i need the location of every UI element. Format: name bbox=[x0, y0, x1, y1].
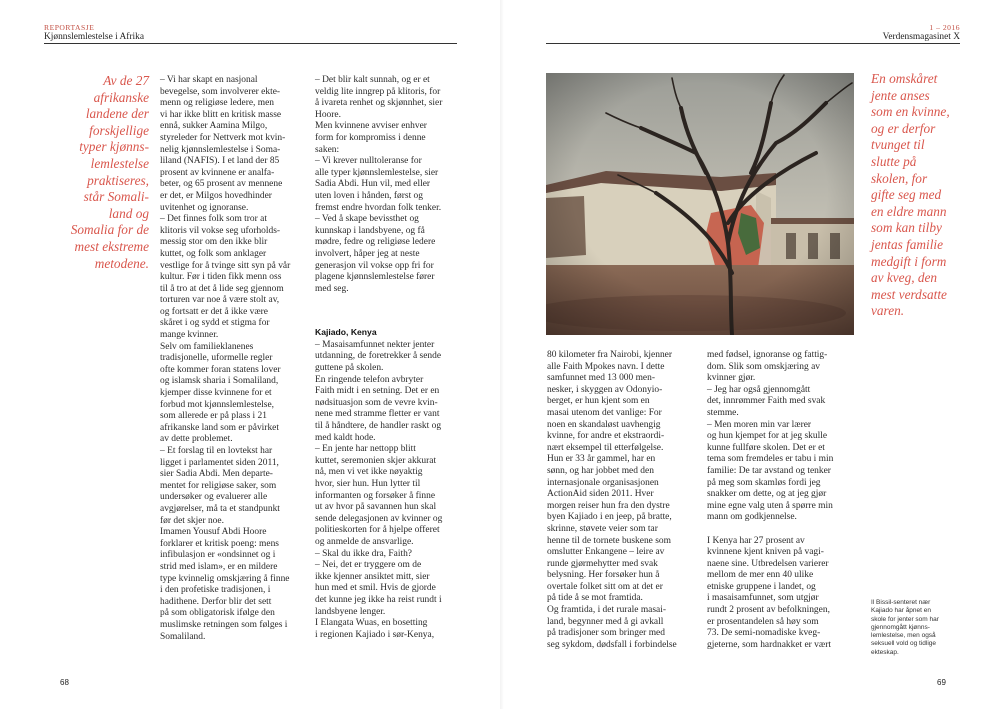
header-rule-right bbox=[546, 43, 960, 44]
page-number-right: 69 bbox=[937, 678, 946, 687]
body-text: 80 kilometer fra Nairobi, kjenner alle Faith Mpokes navn. I dette samfunnet med 13 000 men- nesker, i skyggen av Odonyio- berget, er hun kjent som en masai utenom det vanlige: For noen en skandaløst uavhengig kvinne, for andre et ekstraordi- nært eksempel til etterfølgelse. Hun er 33 år gammel, har en sønn, og har jobbet med den internasjonale organisasjonen ActionAid siden 2011. Hver morgen reiser hun fra den dystre byen Kajiado i en jeep, på bratte, skrinne, støvete veier som tar henne til de tornete buskene som omslutter Enkangene – leire av runde gjørmehytter med svak belysning. Her forsøker hun å overtale folket sitt om at det er på tide å se mot framtida. Og framtida, i det rurale masai- land, begynner med å gi avkall på tradisjoner som bringer med seg sykdom, dødsfall i forbindelse bbox=[547, 350, 677, 650]
body-text: – Vi har skapt en nasjonal bevegelse, som involverer ekte- menn og religiøse ledere, men vi har ikke blitt en kritisk masse ennå, sukker Aamina Milgo, styreleder for Nettverk mot kvin- nelig kjønnslemlestelse i Soma- liland (NAFIS). I et land der 85 prosent av kvinnene er analfa- beter, og 65 prosent av mennene er det, er Milgos hovedhinder uvitenhet og ignoranse. – Det finnes folk som tror at klitoris vil vokse seg uforholds- messig stor om den ikke blir kuttet, og folk som anklager vestlige for å tvinge sitt syn på vår kultur. Før i tiden fikk menn oss til å tro at det å lide seg gjennom torturen var noe å være stolt av, og fortsatt er det å ikke være skåret i og sydd et stigma for mange kvinner. Selv om familieklanenes tradisjonelle, uformelle regler ofte kommer foran statens lover og islamsk sharia i Somaliland, kjemper disse kvinnene for et forbud mot kjønnslemlestelse, som allerede er på plass i 21 afrikanske land som er påvirket av dette problemet. – Et forslag til en lovtekst har ligget i parlamentet siden 2011, sier Sadia Abdi. Men departe- mentet for religiøse saker, som undersøker og evaluerer alle avgjørelser, må ta et standpunkt før det skjer noe. Imamen Yousuf Abdi Hoore forklarer et kritisk poeng: mens infibulasjon er «ondsinnet og i strid med islam», er en mildere type kvinnelig omskjæring å finne i den profetiske tradisjonen, i hadithene. Derfor blir det sett på som obligatorisk ifølge den muslimske retningen som følges i Somaliland. bbox=[160, 75, 291, 642]
body-text: – Det blir kalt sunnah, og er et veldig lite inngrep på klitoris, for å ivareta renhet og skjønnhet, sier Hoore. Men kvinnene avviser enhver form for kompromiss i denne saken: – Vi krever nulltoleranse for alle typer kjønnslemlestelse, sier Sadia Abdi. Hun vil, med eller uten loven i hånden, først og fremst endre hvordan folk tenker. – Ved å skape bevissthet og kunnskap i landsbyene, og få mødre, fedre og religiøse ledere involvert, håper jeg at neste generasjon vil vokse opp fri for plagene kjønnslemlestelse fører med seg. bbox=[315, 75, 443, 294]
header-rule-left bbox=[44, 43, 457, 44]
school-building-tree-image bbox=[546, 73, 854, 335]
page-gutter-shadow bbox=[500, 0, 504, 709]
photo-caption: Il Bissil-senteret nær Kajiado har åpnet en skole for jenter som har gjennomgått kjønns- lemlestelse, men også seksuell vold og tidlige ekteskap. bbox=[871, 599, 939, 656]
pull-quote-right: En omskåret jente anses som en kvinne, og er derfor tvunget til slutte på skolen, for gifte seg med en eldre mann som kan tilby jentas familie medgift i form av kveg, den mest verdsatte varen. bbox=[871, 71, 950, 319]
subheading: Kajiado, Kenya bbox=[315, 327, 377, 338]
magazine-title: Verdensmagasinet X bbox=[882, 32, 960, 42]
school-photo bbox=[546, 73, 854, 335]
article-column-1 bbox=[160, 75, 310, 643]
article-column-4 bbox=[707, 350, 859, 651]
section-kicker: REPORTASJE bbox=[44, 23, 95, 32]
page-number-left: 68 bbox=[60, 678, 69, 687]
section-title: Kjønnslemlestelse i Afrika bbox=[44, 32, 144, 42]
article-column-2 bbox=[315, 75, 465, 641]
body-text: – Masaisamfunnet nekter jenter utdanning, de foretrekker å sende guttene på skolen. En ringende telefon avbryter Faith midt i en setning. Det er en nødsituasjon som de vevre kvin- nene med stramme fletter er vant til å håndtere, de handler raskt og med kaldt hode. – En jente har nettopp blitt kuttet, seremonien skjer akkurat nå, men vi vet ikke nøyaktig hvor, sier hun. Hun lytter til informanten og forsøker å finne ut av hvor på savannen hun skal sende delegasjonen av kvinner og politieskorten for å hjelpe offeret og anmelde de ansvarlige. – Skal du ikke dra, Faith? – Nei, det er tryggere om de ikke kjenner ansiktet mitt, sier hun med et smil. Hvis de gjorde det kunne jeg ikke ha reist rundt i landsbyene lenger. I Elangata Wuas, en bosetting i regionen Kajiado i sør-Kenya, bbox=[315, 339, 443, 640]
body-text: med fødsel, ignoranse og fattig- dom. Slik som omskjæring av kvinner gjør. – Jeg har også gjennomgått det, innrømmer Faith med svak stemme. – Men moren min var lærer og hun kjempet for at jeg skulle kunne fullføre skolen. Det er et tema som fremdeles er tabu i min familie: De tar avstand og tenker på meg som skamløs fordi jeg snakker om dette, og at jeg gjør mine egne valg uten å spørre min mann om godkjennelse. I Kenya har 27 prosent av kvinnene kjent kniven på vagi- naene sine. Utbredelsen varierer mellom de mer enn 40 ulike etniske gruppene i landet, og i masaisamfunnet, som utgjør rundt 2 prosent av befolkningen, er prosentandelen så høy som 73. De semi-nomadiske kveg- gjeterne, som hardnakket er vært bbox=[707, 350, 834, 650]
issue-number: 1 – 2016 bbox=[929, 23, 960, 32]
article-column-3 bbox=[547, 350, 697, 651]
pull-quote-left: Av de 27 afrikanske landene der forskjellige typer kjønns- lemlestelse praktiseres, står Somali- land og Somalia for de mest ekstreme metodene. bbox=[70, 73, 149, 271]
